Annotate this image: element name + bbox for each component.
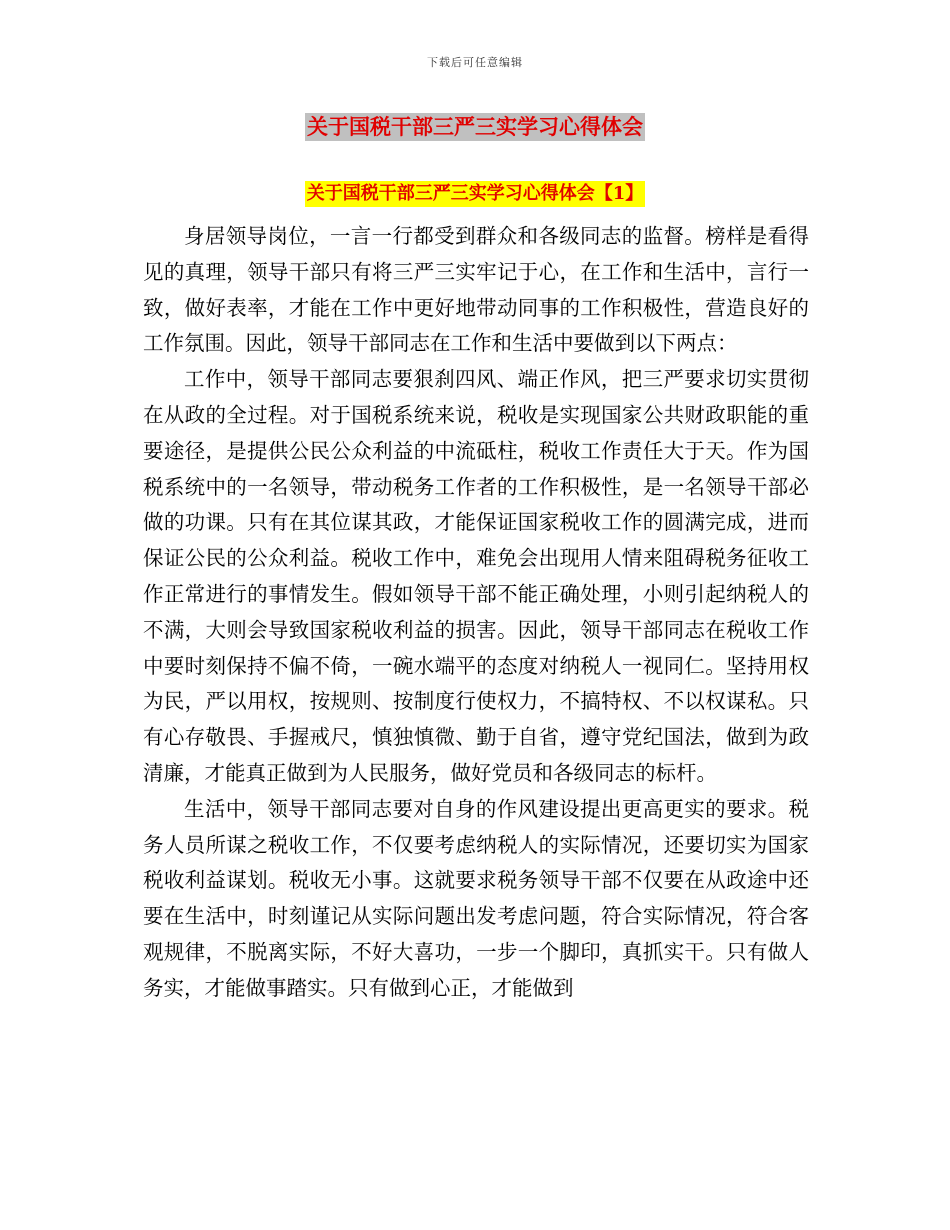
section-title-text: 关于国税干部三严三实学习心得体会【1】	[305, 181, 646, 207]
paragraph-3: 生活中，领导干部同志要对自身的作风建设提出更高更实的要求。税务人员所谋之税收工作，不仅要考虑纳税人的实际情况，还要切实为国家税收利益谋划。税收无小事。这就要求税务领导干部不仅要在从政途中还要在生活中，时刻谨记从实际问题出发考虑问题，符合实际情况，符合客观规律，不脱离实际，不好大喜功，一步一个脚印，真抓实干。只有做人务实，才能做事踏实。只有做到心正，才能做到	[143, 796, 809, 1000]
section-title	[0, 181, 950, 207]
document-body	[143, 219, 809, 1007]
document-title-text: 关于国税干部三严三实学习心得体会	[307, 114, 643, 139]
document-title	[0, 113, 950, 141]
paragraph-2: 工作中，领导干部同志要狠刹四风、端正作风，把三严要求切实贯彻在从政的全过程。对于国税系统来说，税收是实现国家公共财政职能的重要途径，是提供公民公众利益的中流砥柱，税收工作责任大于天。作为国税系统中的一名领导，带动税务工作者的工作积极性，是一名领导干部必做的功课。只有在其位谋其政，才能保证国家税收工作的圆满完成，进而保证公民的公众利益。税收工作中，难免会出现用人情来阻碍税务征收工作正常进行的事情发生。假如领导干部不能正确处理，小则引起纳税人的不满，大则会导致国家税收利益的损害。因此，领导干部同志在税收工作中要时刻保持不偏不倚，一碗水端平的态度对纳税人一视同仁。坚持用权为民，严以用权，按规则、按制度行使权力，不搞特权、不以权谋私。只有心存敬畏、手握戒尺，慎独慎微、勤于自省，遵守党纪国法，做到为政清廉，才能真正做到为人民服务，做好党员和各级同志的标杆。	[143, 367, 809, 785]
page-header-note: 下载后可任意编辑	[427, 56, 523, 69]
paragraph-1: 身居领导岗位，一言一行都受到群众和各级同志的监督。榜样是看得见的真理，领导干部只有将三严三实牢记于心，在工作和生活中，言行一致，做好表率，才能在工作中更好地带动同事的工作积极性，营造良好的工作氛围。因此，领导干部同志在工作和生活中要做到以下两点：	[143, 224, 809, 356]
